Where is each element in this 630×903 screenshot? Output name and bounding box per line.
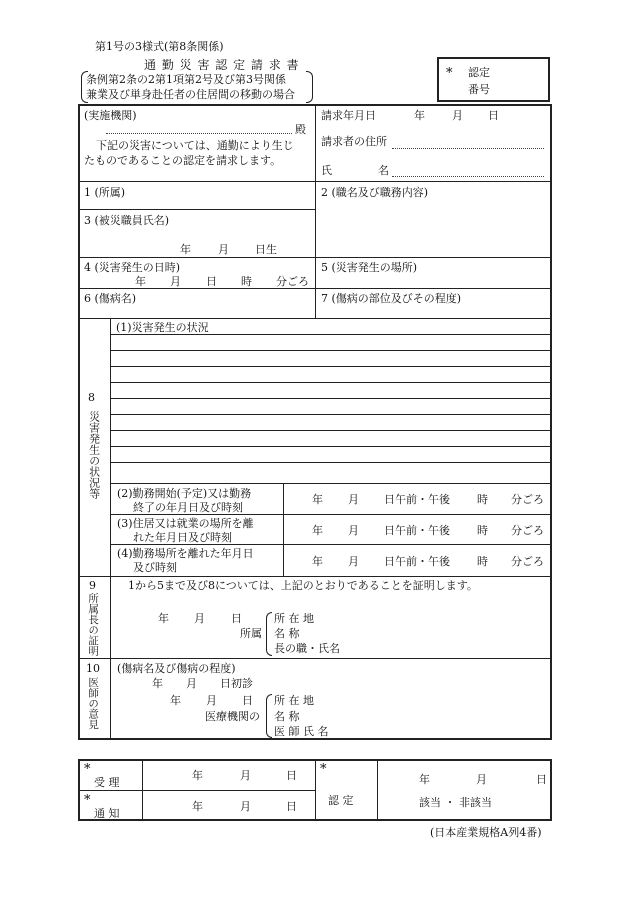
date-month: 月: [452, 109, 463, 122]
s8-line: [111, 334, 551, 335]
section8-number: 8: [88, 391, 95, 404]
s9-bracket: [266, 612, 272, 656]
dt-day-ampm: 日午前・午後: [384, 524, 450, 537]
footnote-standard: (日本産業規格A列4番): [430, 826, 542, 839]
date-label: 請求年月日: [321, 109, 376, 122]
statement-line2: たものであることの認定を請求します。: [84, 154, 282, 167]
section10-label: 医師の意見: [87, 677, 100, 730]
dt-hour: 時: [477, 555, 488, 568]
dt-day-ampm: 日午前・午後: [384, 493, 450, 506]
footer-mid-line: [79, 790, 316, 791]
s8-line: [111, 366, 551, 367]
dt-month: 月: [348, 493, 359, 506]
s10-exam-day: 日初診: [220, 677, 253, 690]
footer-col-line-3: [377, 760, 378, 820]
s10-org-name: 名 称: [274, 710, 300, 723]
notified-asterisk: *: [84, 793, 91, 808]
dt-year: 年: [312, 555, 323, 568]
s9-day: 日: [231, 612, 242, 625]
s8-line: [111, 544, 551, 545]
s10-exam-month: 月: [186, 677, 197, 690]
footer-col-line-2: [315, 760, 316, 820]
received-asterisk: *: [84, 762, 91, 777]
subtitle-right-bracket: [306, 71, 313, 103]
section8-sub1: (1)災害発生の状況: [116, 321, 209, 334]
notified-day: 日: [286, 800, 297, 813]
row-line-5: [79, 318, 551, 319]
received-month: 月: [240, 769, 251, 782]
incident-minute: 分ごろ: [276, 275, 309, 288]
cert-day: 日: [536, 773, 547, 786]
s9-location: 所 在 地: [274, 612, 314, 625]
row-line-4: [79, 288, 551, 289]
cert-year: 年: [419, 773, 430, 786]
dt-month: 月: [348, 555, 359, 568]
field-victim-name: 3 (被災職員氏名): [84, 214, 170, 227]
section9-statement: 1から5まで及び8については、上記のとおりであることを証明します。: [128, 579, 478, 592]
notified-label: 通 知: [94, 807, 120, 820]
subtitle-line1: 条例第2条の2第1項第2号及び第3号関係: [86, 73, 286, 86]
s8-line: [111, 398, 551, 399]
s8-line: [111, 483, 551, 484]
s10-exam-year: 年: [152, 677, 163, 690]
section8-sub2-line2: 終了の年月日及び時刻: [133, 501, 243, 514]
form-number: 第1号の3様式(第8条関係): [95, 40, 224, 53]
received-year: 年: [192, 769, 203, 782]
incident-hour: 時: [241, 275, 252, 288]
subtitle-line2: 兼業及び単身赴任者の住居間の移動の場合: [86, 88, 295, 101]
s8-line: [111, 430, 551, 431]
dt-hour: 時: [477, 493, 488, 506]
s8-line: [111, 382, 551, 383]
center-divider: [315, 105, 316, 318]
s8-bottom-line: [79, 576, 551, 577]
cert-table-asterisk: *: [320, 762, 327, 777]
field-injury-name: 6 (傷病名): [84, 292, 137, 305]
field-injury-part: 7 (傷病の部位及びその程度): [321, 292, 462, 305]
cert-month: 月: [476, 773, 487, 786]
section9-number: 9: [89, 579, 96, 592]
name-label-2: 名: [378, 164, 389, 177]
s8-datetime-divider: [283, 483, 284, 576]
s10-bracket: [266, 694, 272, 738]
section10-number: 10: [86, 662, 100, 675]
dt-month: 月: [348, 524, 359, 537]
notified-year: 年: [192, 800, 203, 813]
s10-day: 日: [242, 694, 253, 707]
footer-col-line-1: [142, 760, 143, 820]
birth-month: 月: [218, 243, 229, 256]
cert-table-label: 認 定: [328, 794, 354, 807]
s8-line: [111, 462, 551, 463]
name-label-1: 氏: [321, 164, 332, 177]
address-line: [392, 148, 544, 149]
incident-month: 月: [170, 275, 181, 288]
name-line: [392, 176, 544, 177]
birth-day: 日生: [255, 243, 277, 256]
s9-org-label: 所属: [240, 627, 262, 640]
s9-month: 月: [194, 612, 205, 625]
cert-number-box: [437, 57, 550, 102]
s8-line: [111, 446, 551, 447]
dt-hour: 時: [477, 524, 488, 537]
dt-day-ampm: 日午前・午後: [384, 555, 450, 568]
cert-asterisk: *: [446, 66, 453, 81]
section8-sub2-line1: (2)勤務開始(予定)又は勤務: [117, 487, 252, 500]
s10-location: 所 在 地: [274, 694, 314, 707]
field-job: 2 (職名及び職務内容): [321, 186, 429, 199]
section8-sub4-line2: 及び時刻: [133, 561, 177, 574]
address-label: 請求者の住所: [321, 135, 387, 148]
s9-org-name: 名 称: [274, 627, 300, 640]
honorific: 殿: [295, 123, 306, 136]
s9-head-name: 長の職・氏名: [274, 642, 340, 655]
statement-line1: 下記の災害については、通勤により生じ: [96, 139, 294, 152]
field-incident-datetime: 4 (災害発生の日時): [84, 261, 181, 274]
row-line-3: [79, 257, 551, 258]
dt-year: 年: [312, 524, 323, 537]
section8-sub3-line2: れた年月日及び時刻: [133, 531, 232, 544]
date-year: 年: [414, 109, 425, 122]
s10-doctor-name: 医 師 氏 名: [274, 725, 329, 738]
dt-minute: 分ごろ: [511, 493, 544, 506]
cert-label: 認定: [468, 66, 490, 79]
received-label: 受 理: [94, 776, 120, 789]
agency-line: [106, 133, 292, 134]
s10-year: 年: [170, 694, 181, 707]
dt-minute: 分ごろ: [511, 555, 544, 568]
row-line-1: [79, 181, 551, 182]
s9-year: 年: [158, 612, 169, 625]
field-affiliation: 1 (所属): [84, 186, 126, 199]
agency-label: (実施機関): [84, 109, 137, 122]
birth-year: 年: [180, 243, 191, 256]
date-day: 日: [488, 109, 499, 122]
received-day: 日: [286, 769, 297, 782]
form-title: 通 勤 災 害 認 定 請 求 書: [144, 58, 300, 72]
cert-applicable: 該当 ・ 非該当: [419, 796, 492, 809]
row-line-2: [79, 209, 316, 210]
incident-day: 日: [206, 275, 217, 288]
field-incident-place: 5 (災害発生の場所): [321, 261, 418, 274]
section8-label: 災害発生の状況等: [87, 411, 101, 499]
s9-bottom-line: [79, 658, 551, 659]
s8-line: [111, 414, 551, 415]
s10-org-label: 医療機関の: [205, 710, 260, 723]
section8-sub4-line1: (4)勤務場所を離れた年月日: [117, 547, 254, 560]
dt-minute: 分ごろ: [511, 524, 544, 537]
section10-sub: (傷病名及び傷病の程度): [117, 662, 236, 675]
s8-line: [111, 514, 551, 515]
s10-month: 月: [206, 694, 217, 707]
cert-number-label: 番号: [468, 83, 490, 96]
section8-sub3-line1: (3)住居又は就業の場所を離: [117, 517, 254, 530]
notified-month: 月: [240, 800, 251, 813]
s8-line: [111, 350, 551, 351]
incident-year: 年: [135, 275, 146, 288]
dt-year: 年: [312, 493, 323, 506]
section9-label: 所属長の証明: [87, 593, 100, 656]
